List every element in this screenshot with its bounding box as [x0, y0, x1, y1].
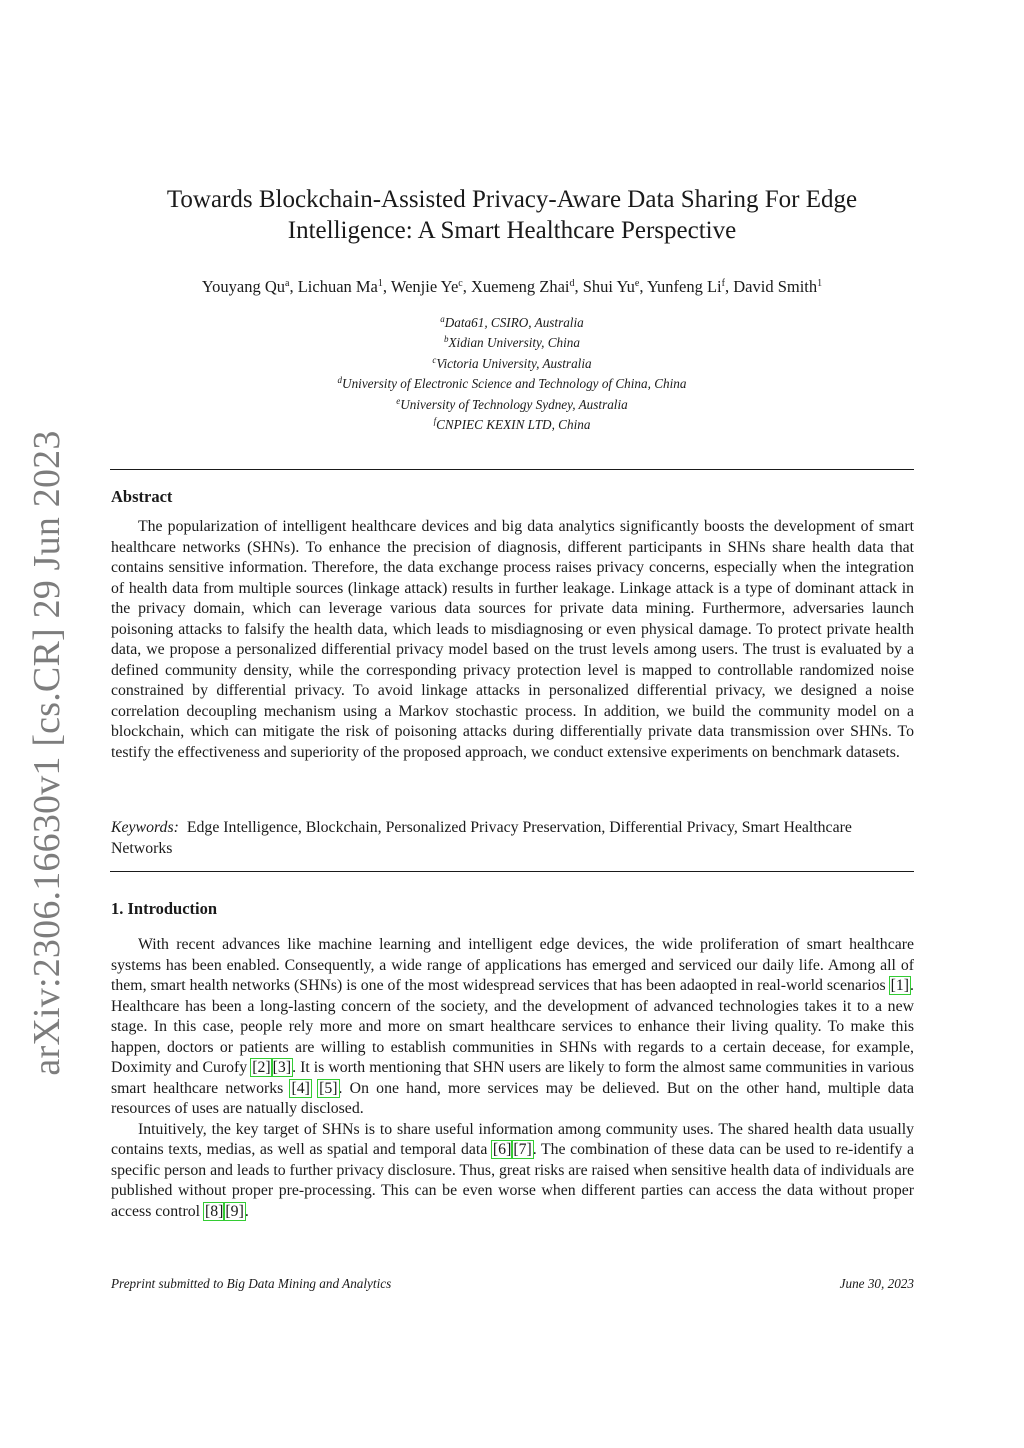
author: Youyang Qu$^a$, — [201, 277, 298, 296]
title-line-1: Towards Blockchain-Assisted Privacy-Aware Data Sharing For Edge — [166, 186, 858, 213]
affiliation: $^a$Data61, CSIRO, Australia — [440, 314, 584, 330]
abstract-bottom-rule — [110, 871, 914, 872]
author: David Smith$^1$ — [733, 277, 823, 296]
title-line-2: Intelligence: A Smart Healthcare Perspective — [287, 217, 737, 244]
keywords-text: Edge Intelligence, Blockchain, Personalized Privacy Preservation, Differential Privacy, Smart Healthcare Networks — [111, 819, 852, 857]
author: Wenjie Ye$^c$, — [390, 277, 471, 296]
keywords — [111, 818, 914, 859]
footer-venue: Preprint submitted to Big Data Mining and Analytics — [111, 1276, 392, 1291]
abstract-top-rule — [110, 469, 914, 470]
author: Shui Yu$^e$, — [582, 277, 647, 296]
affiliation: $^e$University of Technology Sydney, Australia — [396, 395, 628, 412]
author: Lichuan Ma$^1$, — [297, 277, 391, 296]
citation-link[interactable]: [6] — [492, 1141, 512, 1158]
abstract-body — [111, 517, 914, 763]
citation-link[interactable]: [7] — [513, 1141, 532, 1158]
author: Xuemeng Zhai$^d$, — [470, 277, 583, 296]
citation-link[interactable]: [8] — [204, 1202, 224, 1220]
affiliation: $^b$Xidian University, China — [443, 334, 580, 351]
section-heading-introduction: 1. Introduction — [111, 899, 218, 918]
footer-date: June 30, 2023 — [839, 1276, 914, 1291]
paper-title — [110, 184, 914, 246]
affiliation-list — [110, 311, 914, 433]
author-list — [110, 273, 914, 298]
keywords-label: Keywords: — [111, 819, 179, 836]
introduction-paragraph-2: Intuitively, the key target of SHNs is to share useful information among community uses. The shared health data usually contains texts, medias, as well as spatial and temporal data [6] [7]. The combination of these data can be used to re-identify a specific person and leads to further privacy disclosure. Thus, great risks are raised when sensitive health data of individuals are published without proper pre-processing. This can be even worse when different parties can access the data without proper access control [8] [9]. — [111, 1120, 914, 1220]
citation-link[interactable]: [4] — [291, 1079, 310, 1097]
abstract-heading: Abstract — [111, 487, 173, 506]
affiliation: $^c$Victoria University, Australia — [432, 354, 592, 371]
arxiv-identifier-stamp[interactable]: arXiv:2306.16630v1 [cs.CR] 29 Jun 2023 — [26, 430, 68, 1076]
affiliation: $^d$University of Electronic Science and Technology of China, China — [337, 375, 687, 392]
citation-link[interactable]: [3] — [272, 1059, 292, 1076]
citation-link[interactable]: [2] — [252, 1059, 271, 1076]
introduction-paragraph-1: With recent advances like machine learning and intelligent edge devices, the wide proliferation of smart healthcare systems has been enabled. Consequently, a wide range of applications has emerged and serviced our daily life. Among all of them, smart health networks (SHNs) is one of the most widespread services that has been adaopted in real-world scenarios [1]. Healthcare has been a long-lasting concern of the society, and the development of advanced technologies takes it to a new stage. In this case, people rely more and more on smart healthcare services to enhance their living quality. To make this happen, doctors or patients are willing to establish communities in SHNs with regards to a certain decease, for example, Doximity and Curofy [2] [3]. It is worth mentioning that SHN users are likely to form the almost same communities in various smart healthcare networks [4] [5]. On one hand, more services may be delieved. But on the other hand, multiple data resources of uses are natually disclosed. — [111, 936, 915, 1117]
citation-link[interactable]: [5] — [319, 1079, 338, 1097]
affiliation: $^f$CNPIEC KEXIN LTD, China — [433, 416, 591, 433]
abstract-paragraph: The popularization of intelligent healthcare devices and big data analytics significantly boosts the development of smart healthcare networks (SHNs). To enhance the precision of diagnosis, different participants in SHNs share health data that contains sensitive information. Therefore, the data exchange process raises privacy concerns, especially when the integration of health data from multiple sources (linkage attack) results in further leakage. Linkage attack is a type of dominant attack in the privacy domain, which can leverage various data sources for private data mining. Furthermore, adversaries launch poisoning attacks to falsify the health data, which leads to misdiagnosing or even physical damage. To protect private health data, we propose a personalized differential privacy model based on the trust levels among users. The trust is evaluated by a defined community density, while the corresponding privacy protection level is mapped to controllable randomized noise constrained by differential privacy. To avoid linkage attacks in personalized differential privacy, we designed a noise correlation decoupling mechanism using a Markov stochastic process. In addition, we build the community model on a blockchain, which can mitigate the risk of poisoning attacks during differentially private data transmission over SHNs. To testify the effectiveness and superiority of the proposed approach, we conduct extensive experiments on benchmark datasets. — [111, 518, 914, 761]
author: Yunfeng Li$^f$, — [646, 277, 734, 296]
citation-link[interactable]: [9] — [225, 1202, 244, 1220]
introduction-body — [111, 935, 914, 1222]
citation-link[interactable]: [1] — [890, 977, 910, 994]
